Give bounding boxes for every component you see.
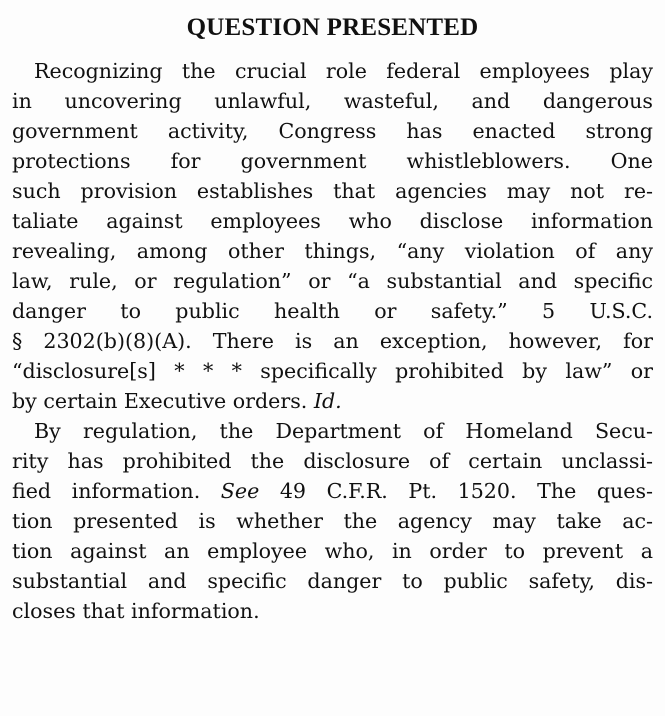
page-title: QUESTION PRESENTED [186, 14, 479, 41]
text-line: § 2302(b)(8)(A). There is an exception, however, for [12, 329, 653, 353]
text-run: 49 C.F.R. Pt. 1520. The ques- [259, 479, 653, 503]
text-line: “disclosure[s] * * * specifically prohibited by law” or [12, 359, 653, 383]
text-line: protections for government whistleblowers. One [12, 149, 653, 173]
citation-signal: See [220, 479, 260, 503]
text-line: law, rule, or regulation” or “a substantial and specific [12, 269, 653, 293]
citation-signal: Id. [313, 389, 342, 413]
text-line: closes that information. [12, 599, 260, 623]
text-line: substantial and specific danger to public safety, dis- [12, 569, 653, 593]
text-line: such provision establishes that agencies may not re- [12, 179, 653, 203]
text-run: by certain Executive orders. [12, 389, 314, 413]
text-line: government activity, Congress has enacted strong [12, 119, 653, 143]
text-line: in uncovering unlawful, wasteful, and dangerous [12, 89, 653, 113]
text-line [12, 386, 653, 416]
text-line: revealing, among other things, “any violation of any [12, 239, 653, 263]
text-line [12, 476, 653, 506]
text-line: taliate against employees who disclose information [12, 209, 653, 233]
paragraph-2 [12, 416, 653, 626]
text-line: tion against an employee who, in order to prevent a [12, 539, 653, 563]
paragraph-1 [12, 56, 653, 416]
text-run: fied information. [12, 479, 221, 503]
text-line: Recognizing the crucial role federal employees play [34, 59, 653, 83]
text-line: By regulation, the Department of Homeland Secu- [34, 419, 653, 443]
text-line: rity has prohibited the disclosure of certain unclassi- [12, 449, 653, 473]
text-line: danger to public health or safety.” 5 U.S.C. [12, 299, 653, 323]
body-text [12, 56, 653, 626]
text-line: tion presented is whether the agency may take ac- [12, 509, 653, 533]
